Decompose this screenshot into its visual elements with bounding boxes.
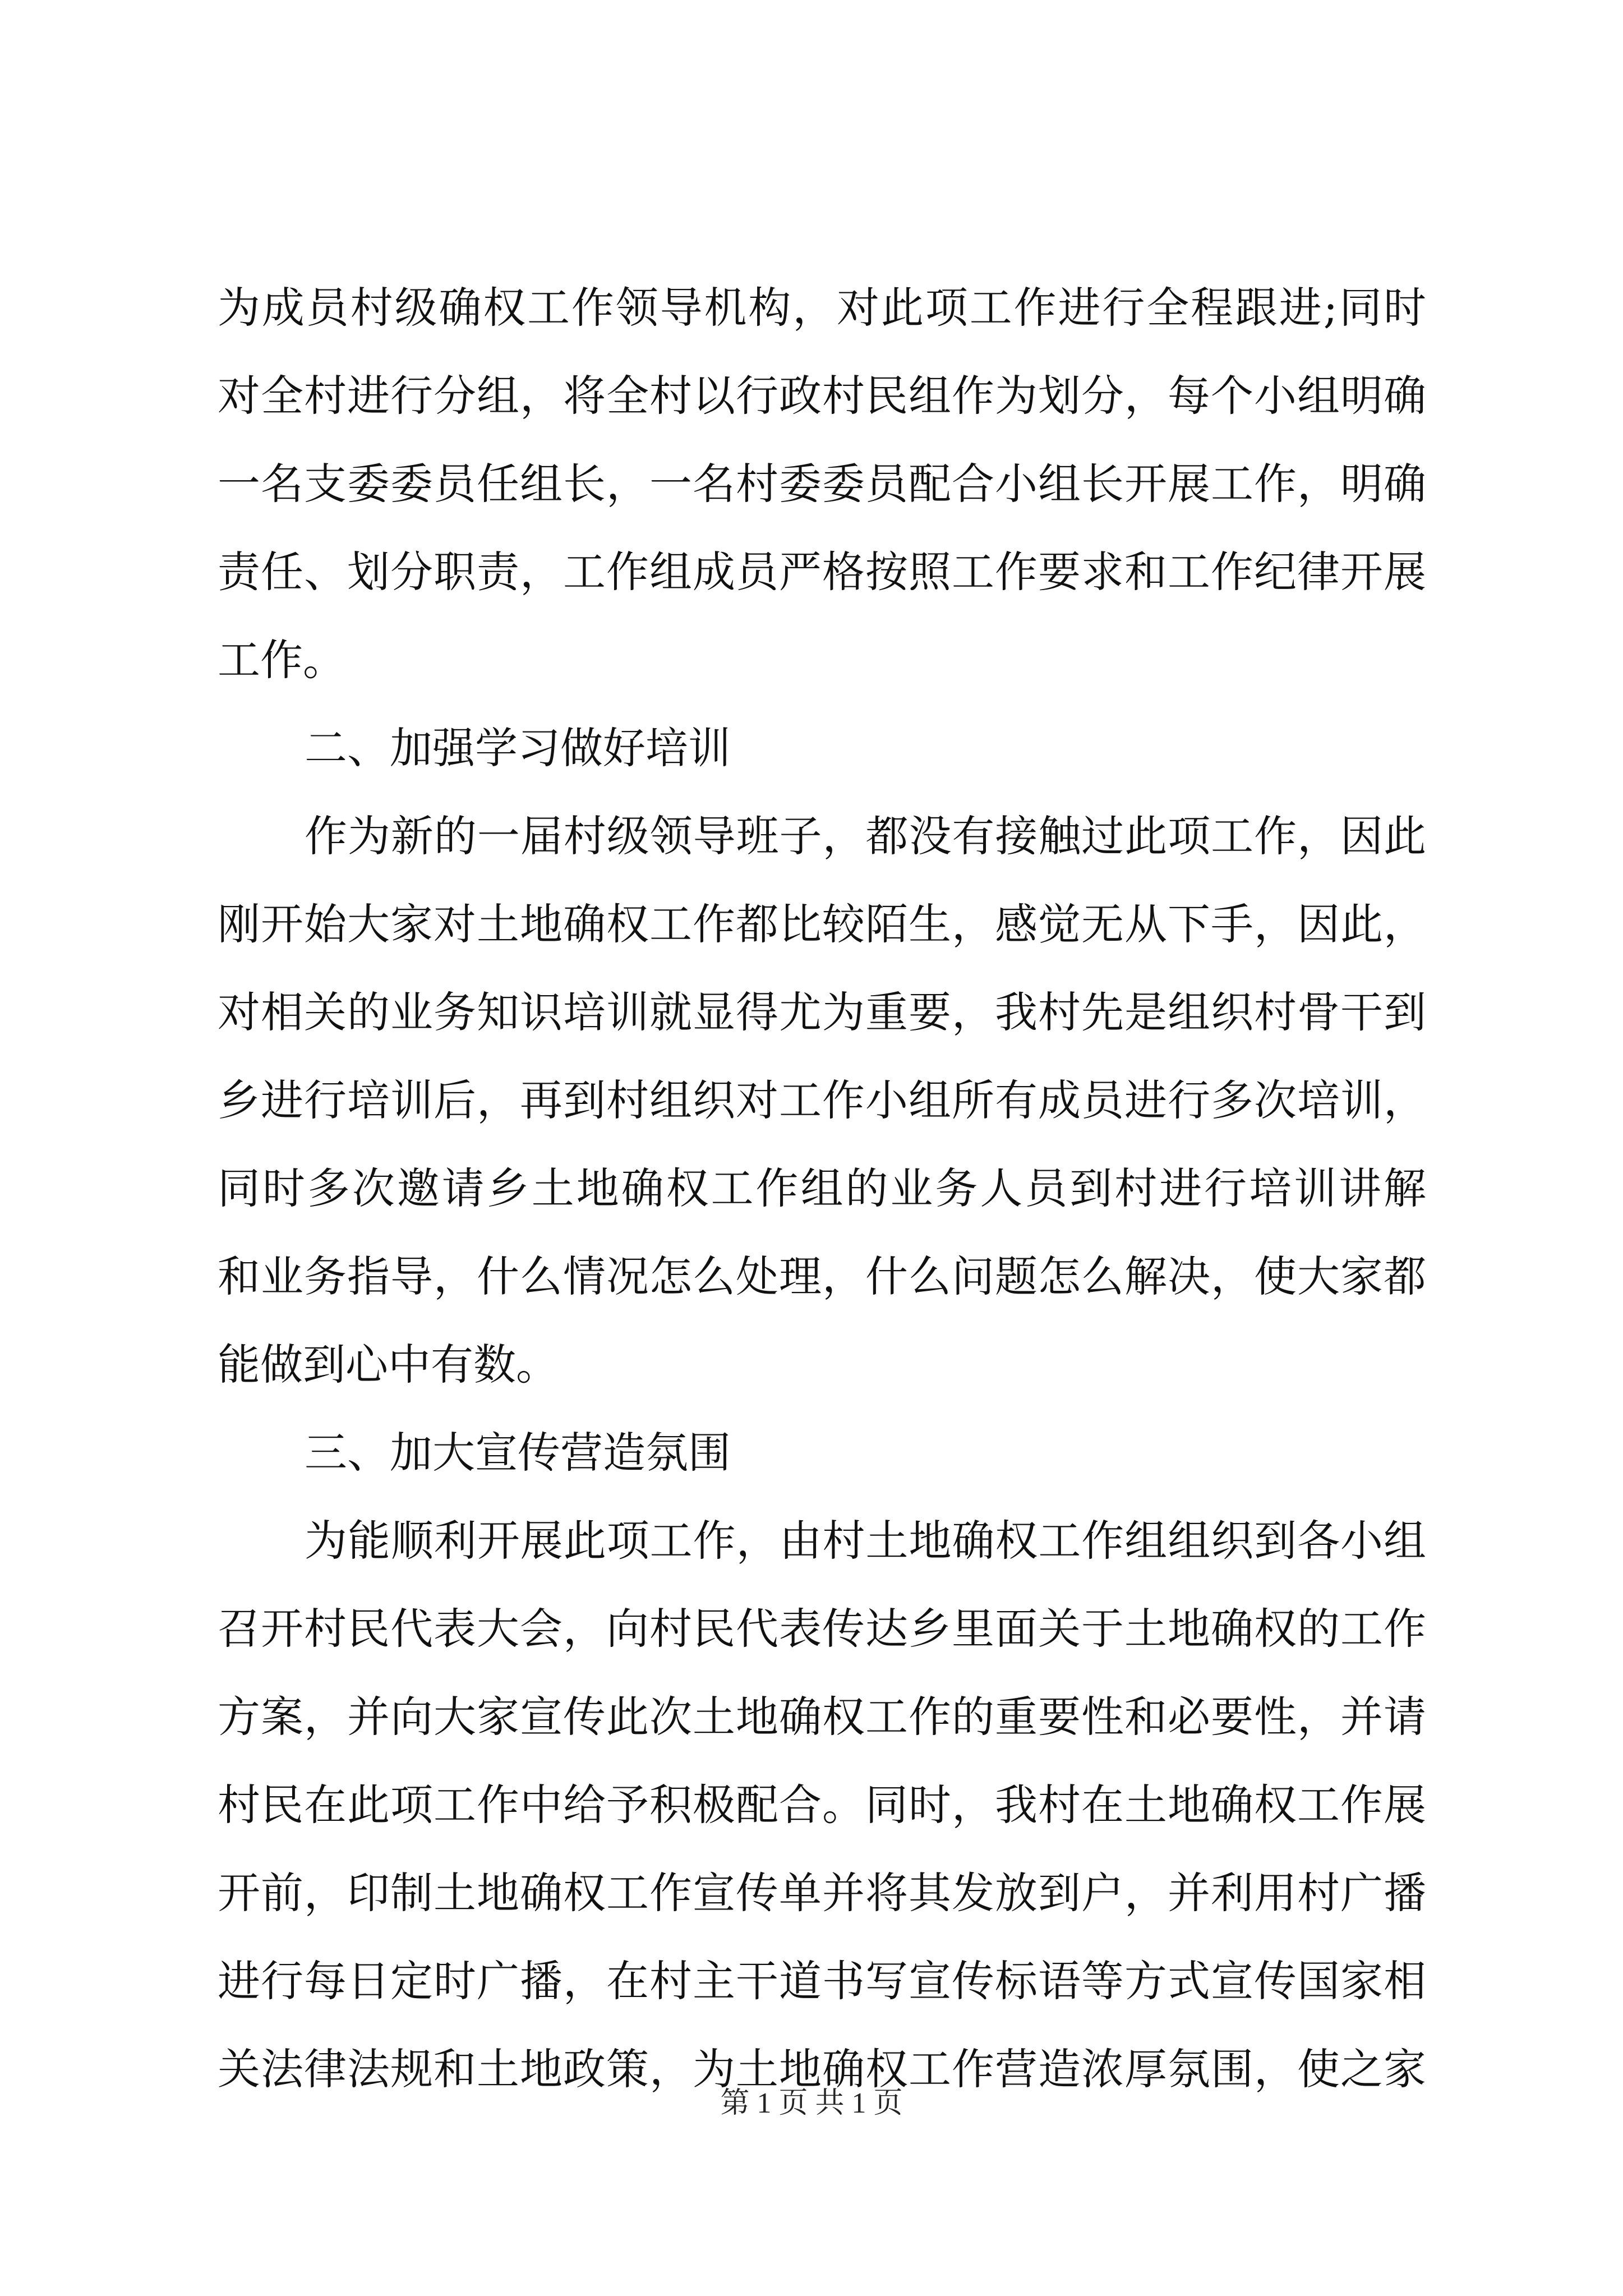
text-line: 为成员村级确权工作领导机构，对此项工作进行全程跟进;同时 — [218, 283, 1426, 333]
text-line: 召开村民代表大会，向村民代表传达乡里面关于土地确权的工作 — [218, 1604, 1426, 1654]
text-line: 责任、划分职责，工作组成员严格按照工作要求和工作纪律开展 — [218, 547, 1426, 597]
text-line: 关法律法规和土地政策，为土地确权工作营造浓厚氛围，使之家 — [218, 2044, 1426, 2094]
section-heading: 二、加强学习做好培训 — [305, 723, 731, 773]
section-heading: 三、加大宣传营造氛围 — [305, 1428, 731, 1478]
text-line: 作为新的一届村级领导班子，都没有接触过此项工作，因此 — [305, 811, 1426, 861]
text-line: 工作。 — [218, 635, 345, 685]
text-line: 方案，并向大家宣传此次土地确权工作的重要性和必要性，并请 — [218, 1692, 1426, 1742]
text-line: 为能顺利开展此项工作，由村土地确权工作组组织到各小组 — [305, 1516, 1426, 1566]
text-line: 村民在此项工作中给予积极配合。同时，我村在土地确权工作展 — [218, 1780, 1426, 1830]
text-line: 乡进行培训后，再到村组织对工作小组所有成员进行多次培训， — [218, 1075, 1426, 1125]
text-line: 开前，印制土地确权工作宣传单并将其发放到户，并利用村广播 — [218, 1868, 1426, 1918]
text-line: 能做到心中有数。 — [218, 1340, 559, 1389]
document-body — [218, 264, 1426, 2113]
text-line: 进行每日定时广播，在村主干道书写宣传标语等方式宣传国家相 — [218, 1956, 1426, 2006]
text-line: 同时多次邀请乡土地确权工作组的业务人员到村进行培训讲解 — [218, 1163, 1426, 1213]
text-line: 对全村进行分组，将全村以行政村民组作为划分，每个小组明确 — [218, 371, 1426, 421]
text-line: 对相关的业务知识培训就显得尤为重要，我村先是组织村骨干到 — [218, 987, 1426, 1037]
text-line: 和业务指导，什么情况怎么处理，什么问题怎么解决，使大家都 — [218, 1251, 1426, 1301]
page-number-footer: 第 1 页 共 1 页 — [720, 2087, 903, 2119]
text-line: 一名支委委员任组长，一名村委委员配合小组长开展工作，明确 — [218, 459, 1426, 509]
text-line: 刚开始大家对土地确权工作都比较陌生，感觉无从下手，因此， — [218, 899, 1426, 949]
